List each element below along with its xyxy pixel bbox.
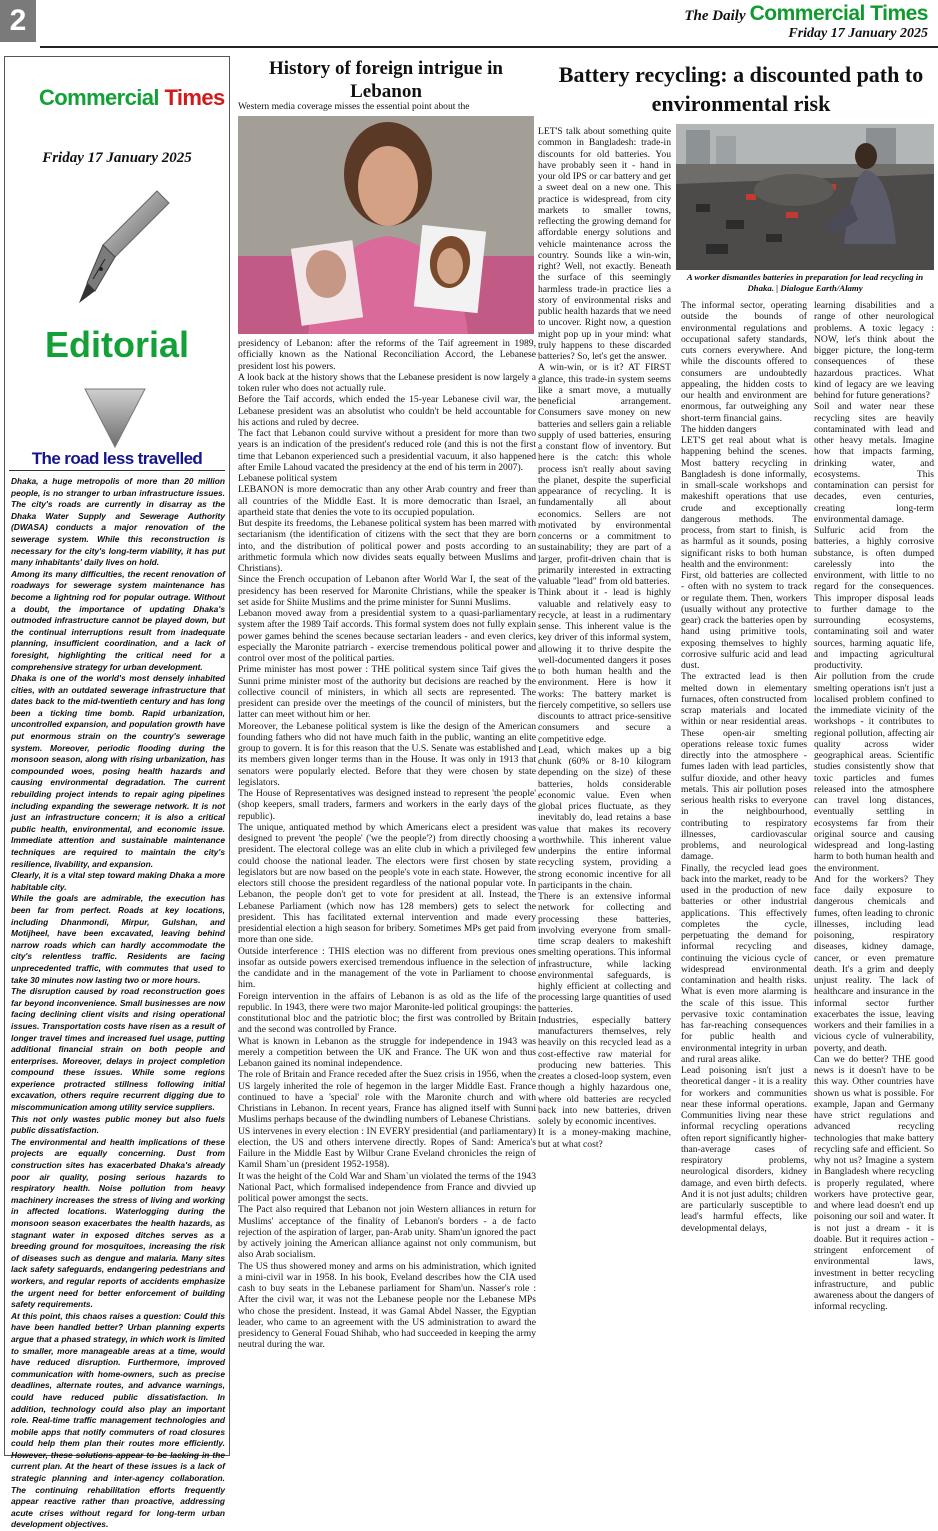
- logo-word-1: Commercial: [39, 85, 159, 110]
- editorial-paragraph: While the goals are admirable, the execution has been far from perfect. Roads at key locations, including Dhanmondi, Mirpur, Gulshan, and Motijheel, have been excavated, leaving behind narrow roads which can hardly accommodate the city's relentless traffic. Residents are facing unprecedented traffic, with commutes that used to take 30 minutes now lasting two or more hours.: [11, 893, 225, 985]
- headline-rule: [9, 470, 225, 471]
- lebanon-paragraph: The House of Representatives was designed instead to represent 'the people' (shop keepers, small traders, farmers and workers in the early days of the republic).: [238, 788, 536, 822]
- battery-paragraph: Finally, the recycled lead goes back into the market, ready to be used in the production of new batteries or other industrial applications. This effectively completes the cycle, perpetuating the demand for informal recycling and continuing the vicious cycle of widespread environmental contamination and health risks. What is even more alarming is the scale of this issue. This pervasive toxic contamination has far-reaching consequences for public health and environmental integrity in urban and rural areas alike.: [681, 862, 808, 1065]
- battery-paragraph: Industries, especially battery manufacturers themselves, rely heavily on this recycled lead as a cost-effective raw material for producing new batteries. This creates a closed-loop system, even though a highly hazardous one, where old batteries are recycled back into new batteries, driven solely by economic incentives.: [538, 1014, 671, 1127]
- lebanon-paragraph: But despite its freedoms, the Lebanese political system has been marred with sectarianism (the identification of citizens with the sect that they are born into, and the distribution of political power and posts according to an arithmetic formula which now divides seats equally between Muslims and Christians).: [238, 518, 536, 574]
- lebanon-photo: [238, 116, 534, 334]
- battery-column-1: [538, 126, 671, 1456]
- battery-paragraph: LET'S talk about something quite common in Bangladesh: trade-in discounts for old batteries. You have probably seen it - hand in your old IPS or car battery and get a sweet deal on a new one. This practice is widespread, from city markets to smaller towns, reflecting the growing demand for affordable energy solutions and vehicle maintenance across the country. Sounds like a win-win, right? Well, not exactly. Beneath the surface of this seemingly harmless trade-in practice lies a story of environmental risks and public health hazards that we need to uncover. Right now, a question might pop up in your mind: what truly happens to these discarded batteries? So, let's get the answer.: [538, 126, 671, 362]
- editorial-paragraph: Among its many difficulties, the recent renovation of roadways for sewerage system maintenance has become a lightning rod for popular outrage. Without a doubt, the importance of updating Dhaka's outmoded infrastructure cannot be played down, but the continual interruptions result from inadequate planning, insufficient coordination, and a lack of foresight, highlighting the critical need for a comprehensive strategy for urban development.: [11, 568, 225, 672]
- sidebar-date: Friday 17 January 2025: [42, 150, 192, 166]
- battery-paragraph: There is an extensive informal network for collecting and processing these batteries, involving everyone from small-time scrap dealers to makeshift smelting operations. This informal infrastructure, while lacking environmental safeguards, is highly efficient at collecting and processing large quantities of used batteries.: [538, 891, 671, 1015]
- masthead-brand: Commercial Times: [749, 2, 928, 25]
- battery-paragraph: The informal sector, operating outside the bounds of environmental regulations and occupational safety standards, cuts corners everywhere. And while the discounts offered to consumers are undoubtedly appealing, the hidden costs to our health and environment are enormous, far outweighing any short-term financial gains.: [681, 300, 807, 424]
- lebanon-paragraph: The US thus showered money and arms on his administration, which ignited a mini-civil war in 1958. In his book, Eveland describes how the CIA used cash to buy seats in the Lebanese parliament for Sham'un. Nasser's role : After the civil war, it was not the Lebanese people nor the Lebanese MPs who chose the president. Instead, it was Gamal Abdel Nasser, the Egyptian leader, who came to an agreement with the US administration to award the presidency to General Fouad Shihab, who had succeeded in keeping the army neutral during the war.: [238, 1260, 536, 1351]
- lebanon-paragraph: Prime minister has most power : THE political system since Taif gives the Sunni prime minister most of the authority but decisions are reached by the collective council of ministers, in which all sects are represented. The president can preside over the meetings of the council of ministers, but the latter can meet without him or her.: [238, 664, 536, 721]
- editorial-paragraph: The disruption caused by road reconstruction goes far beyond inconvenience. Small businesses are now facing declining client visits and rising operational issues. Transportation costs have risen as a result of longer travel times and increased fuel usage, putting additional financial strain on both people and enterprises. Moreover, delays in project completion compound these issues. While some regions experience protracted stillness following initial excavation, others require recurrent digging due to miscommunication among utility service suppliers.: [11, 986, 225, 1113]
- lebanon-paragraph: The fact that Lebanon could survive without a president for more than two years is an indication of the president's reduced role (and this is not the first time that Lebanon experienced such a presidential vacuum, it also happened after Emile Lahoud vacated the presidency at the end of his term in 2007).: [238, 428, 536, 473]
- lebanon-paragraph: The Pact also required that Lebanon not join Western alliances in return for Muslims' acceptance of the finality of Lebanon's borders - a de facto rejection of the aspiration of larger, pan-Arab unity. Sham'un ignored the pact by actively joining the American alliance against not only communism, but also Arab socialism.: [238, 1204, 536, 1261]
- lebanon-paragraph: The role of Britain and France receded after the Suez crisis in 1956, when the US largely inherited the role of hegemon in the larger Middle East. France continued to have a 'special' role with the Maronite church and with Christians in Lebanon. In recent years, France has aligned itself with Sunni Muslims perhaps because of the dwindling numbers of Lebanese Christians.: [238, 1069, 536, 1126]
- battery-paragraph: Lead poisoning isn't just a theoretical danger - it is a reality for workers and communities near these informal operations. Communities living near these informal recycling operations often report significantly higher-than-average cases of respiratory problems, neurological disorders, kidney damage, and even birth defects. And it is not just adults; children are particularly susceptible to lead's harmful effects, like developmental delays,: [681, 1065, 807, 1234]
- battery-paragraph: It is a money-making machine, but at what cost?: [538, 1127, 671, 1150]
- lebanon-headline: History of foreign intrigue in Lebanon: [269, 58, 503, 102]
- lebanon-subhead: Lebanese political system: [238, 473, 338, 484]
- battery-column-2: [681, 300, 807, 1456]
- editorial-body: [11, 476, 225, 1530]
- battery-paragraph: learning disabilities and a range of other neurological problems. A toxic legacy : NOW, let's think about the bigger picture, the long-term consequences of these hazardous practices. What kind of legacy are we leaving behind for future generations?: [814, 300, 934, 401]
- lebanon-paragraph: LEBANON is more democratic than any other Arab country and freer than all countries of the Middle East. It is more democratic than Israel, an apartheid state that denies the vote to its occupied population.: [238, 484, 536, 518]
- lebanon-paragraph: Moreover, the Lebanese political system is like the design of the American founding fathers who did not have much faith in the public, wanting an elite group to govern. It is for this reason that the U.S. Senate was established and its members given longer terms than in the House. It was only in 1913 that senators were popularly elected. Before that they were chosen by state legislators.: [238, 720, 536, 788]
- lebanon-standfirst: Western media coverage misses the essential point about the: [238, 101, 470, 112]
- battery-paragraph: Can we do better? THE good news is it doesn't have to be this way. Other countries have shown us what is possible. For example, Japan and Germany have strict regulations and advanced recycling technologies that make battery recycling safe and efficient. So why not us? Imagine a system in Bangladesh where recycling is properly regulated, where workers have protective gear, and where lead doesn't end up poisoning our soil and water. It is not just a dream - it is doable. But it requires action - stringent enforcement of environmental laws, investment in better recycling infrastructure, and public awareness about the dangers of informal recycling.: [814, 1053, 934, 1313]
- battery-column-3: [814, 300, 934, 1456]
- battery-paragraph: Think about it - lead is highly valuable and relatively easy to recycle, at least in a rudimentary sense. This inherent value is the key driver of this informal system, allowing it to thrive despite the well-documented dangers it poses to both human health and the environment. Here is how it works: The battery market is fiercely competitive, so sellers use discounts to attract price-sensitive consumers and secure a competitive edge.: [538, 587, 671, 745]
- masthead-daily: The Daily: [684, 8, 746, 24]
- editorial-sidebar: [4, 56, 230, 1530]
- editorial-paragraph: Dhaka is one of the world's most densely inhabited cities, with an outdated sewerage infrastructure that dates back to the mid-twentieth century and has long been a ticking time bomb. Rapid urbanization, uncontrolled expansion, and population growth have put enormous strain on the country's sewerage system. Moreover, periodic flooding during the monsoon season, along with rising urbanization, has compounded woes, posing health hazards and causing environmental degradation. The current rebuilding project intends to repair aging pipelines including expanding the sewerage network. It is not just an infrastructure concern; it is also a critical public health, environmental, and economic issue. Immediate attention and sustainable maintenance techniques are required to maintain the city's resilience, livability, and expansion.: [11, 673, 225, 869]
- battery-paragraph: LET'S get real about what is happening behind the scenes. Most battery recycling in Bangladesh is done informally, in small-scale workshops and makeshift operations that use crude and exceptionally dangerous methods. The process, from start to finish, is as harmful as it sounds, posing significant risks to both human health and the environment:: [681, 435, 807, 570]
- battery-paragraph: Soil and water near these recycling sites are heavily contaminated with lead and other heavy metals. Imagine how that impacts farming, drinking water, and ecosystems. This contamination can persist for decades, even centuries, creating long-term environmental damage.: [814, 401, 934, 525]
- masthead-rule: [40, 46, 938, 48]
- lebanon-paragraph: A look back at the history shows that the Lebanese president is now largely a token ruler who does not actually rule.: [238, 371, 536, 394]
- battery-headline: Battery recycling: a discounted path to environmental risk: [558, 62, 924, 116]
- sidebar-logo: [39, 85, 225, 111]
- lebanon-paragraph: Since the French occupation of Lebanon after World War I, the seat of the presidency has been reserved for Maronite Christians, while the speaker is set aside for Shiite Muslims and the prime minister for Sunni Muslims.: [238, 574, 536, 608]
- battery-photo: [676, 124, 934, 270]
- battery-paragraph: Sulfuric acid from the batteries, a highly corrosive substance, is often dumped carelessly into the environment, with little to no regard for the consequences. This improper disposal leads to further damage to the surrounding ecosystems, contaminating soil and water sources, harming aquatic life, and impacting agricultural productivity.: [814, 525, 934, 671]
- section-title: Editorial: [44, 324, 190, 365]
- lebanon-paragraph: presidency of Lebanon: after the reforms of the Taif agreement in 1989, officially known as the National Reconciliation Accord, the Lebanese president lost his powers.: [238, 338, 536, 372]
- page-number: 2: [0, 0, 36, 42]
- logo-word-2: Times: [164, 85, 225, 110]
- editorial-paragraph: At this point, this chaos raises a question: Could this have been handled better? Urban planning experts argue that a phased strategy, in which work is limited to smaller, more manageable areas at a time, would have reduced disruption. Furthermore, improved communication with home-owners, such as precise deadlines, alternate routes, and advance warnings, could have reduced public dissatisfaction. In addition, technology could also play an important role. Real-time traffic management technologies and mobile apps that notify commuters of road closures could help them plan their routes more efficiently. However, these solutions appear to be lacking in the current plan. At the heart of these issues is a lack of strategic planning and inter-agency collaboration. The continuing rehabilitation efforts frequently appear reactive rather than proactive, addressing acute crises without regard for long-term urban development objectives.: [11, 1310, 225, 1530]
- editorial-paragraph: Clearly, it is a vital step toward making Dhaka a more habitable city.: [11, 870, 225, 892]
- battery-subhead: The hidden dangers: [681, 423, 757, 435]
- lebanon-paragraph: US intervenes in every election : IN EVERY presidential (and parliamentary) election, the US and others intervene directly. Ropes of Sand: America's Failure in the Middle East by Wilbur Crane Eveland chronicles the reign of Kamil Sham`un (president 1952-1958).: [238, 1125, 536, 1171]
- down-arrow-icon: [83, 387, 147, 449]
- editorial-paragraph: The environmental and health implications of these projects are equally concerning. Dust from construction sites has exacerbated Dhaka's already poor air quality, posing serious hazards to respiratory health. Noise pollution from heavy machinery increases the stress of living and working in affected locations. Waterlogging during the monsoon season exacerbates the health hazards, as stagnant water in exposed ditches serves as a breeding ground for mosquitoes, increasing the risk of diseases such as dengue and malaria. Many sites lack safety safeguards, endangering pedestrians and workers, and regular reports of accidents emphasize the urgent need for better enforcement of building safety requirements.: [11, 1136, 225, 1310]
- lebanon-paragraph: What is known in Lebanon as the struggle for independence in 1943 was merely a competition between the UK and France. The UK won and thus Lebanon gained its nominal independence.: [238, 1035, 536, 1069]
- editorial-headline: The road less travelled: [31, 449, 203, 468]
- lebanon-paragraph: Outside interference : THIS election was no different from previous ones insofar as outside powers exercised tremendous influence in the selection of the candidate and in the management of the vote in Parliament to choose him.: [238, 945, 536, 991]
- masthead: [684, 2, 928, 26]
- battery-paragraph: A win-win, or is it? AT FIRST glance, this trade-in system seems like a smart move, a mutually beneficial arrangement. Consumers save money on new batteries and sellers gain a reliable supply of used batteries, ensuring a constant flow of inventory. But here is the catch: this whole process isn't really about saving the planet, despite the superficial appearance of recycling. It is fundamentally all about economics. Sellers are not motivated by environmental concerns or a commitment to sustainability; they are part of a larger, profit-driven chain that is primarily interested in extracting valuable "lead" from old batteries.: [538, 362, 671, 587]
- lebanon-paragraph: The unique, antiquated method by which Americans elect a president was designed to prevent 'the people' ('we the people'?) from directly choosing a president. The electoral college was an elite club in which a privileged few could choose the national leader. The electors were first chosen by state legislators but are now based on the people's vote in each state. However, the electors still choose the president regardless of the national popular vote. In Lebanon, the people don't get to vote for president at all. Instead, the Lebanese Parliament (which now has 128 members) gets to select the president. This has facilitated external intervention and made every presidential election a high season for bribery. Sometimes MPs get paid from more than one side.: [238, 821, 536, 946]
- lebanon-body: [238, 338, 536, 1454]
- lebanon-paragraph: Foreign intervention in the affairs of Lebanon is as old as the life of the republic. In 1943, there were two major Maronite-led political groupings: the constitutional bloc and the patriotic bloc; the first was controlled by Britain and the second was controlled by France.: [238, 990, 536, 1036]
- masthead-date: Friday 17 January 2025: [788, 26, 928, 41]
- lebanon-paragraph: Lebanon moved away from a presidential system to a quasi-parliamentary system after the 1989 Taif accords. This formal system does not fully explain power games behind the scenes because sectarian leaders - and even clerics, especially the Maronite patriarch - exercise tremendous political power and control over most of the political parties.: [238, 608, 536, 664]
- battery-paragraph: Lead, which makes up a big chunk (60% or 8-10 kilogram depending on the size) of these batteries, holds considerable economic value. Even when global prices fluctuate, as they inevitably do, lead retains a base value that makes its recovery worthwhile. This inherent value underpins the entire informal recycling system, providing a strong economic incentive for all participants in the chain.: [538, 744, 671, 891]
- battery-photo-caption: A worker dismantles batteries in preparation for lead recycling in Dhaka. | Dialogue Earth/Alamy: [686, 272, 924, 293]
- editorial-paragraph: This not only wastes public money but also fuels public dissatisfaction.: [11, 1113, 225, 1136]
- lebanon-paragraph: It was the height of the Cold War and Sham`un violated the terms of the 1943 National Pact, which formalised independence from France and divvied up political power amongst the sects.: [238, 1170, 536, 1204]
- battery-paragraph: And for the workers? They face daily exposure to dangerous chemicals and fumes, often leading to chronic illnesses, including lead poisoning, respiratory diseases, kidney damage, cancer, or even premature death. It's a grim and deeply unjust reality. The lack of healthcare and insurance in the informal sector further exacerbates the issue, leaving workers and their families in a vicious cycle of vulnerability, poverty, and death.: [814, 873, 934, 1054]
- editorial-paragraph: Dhaka, a huge metropolis of more than 20 million people, is no stranger to urban infrastructure issues. The city's roads are currently in disarray as the Dhaka Water Supply and Sewerage Authority (DWASA) conducts a major renovation of the sewerage system. While this reconstruction is necessary for the city's long-term viability, it has put many inhabitants' daily lives on hold.: [11, 476, 225, 568]
- lebanon-paragraph: Before the Taif accords, which ended the 15-year Lebanese civil war, the Lebanese president was an absolutist who couldn't be held accountable for his actions and ruled by decree.: [238, 394, 536, 428]
- battery-paragraph: First, old batteries are collected - often with no system to track or regulate them. Then, workers (usually without any protective gear) crack the batteries open by hand using primitive tools, exposing themselves to highly corrosive sulfuric acid and lead dust.: [681, 570, 807, 671]
- pen-nib-icon: [75, 187, 171, 307]
- battery-paragraph: Air pollution from the crude smelting operations isn't just a localised problem confined to the immediate vicinity of the workshops - it contributes to regional pollution, affecting air quality across wider geographical areas. Scientific studies consistently show that toxic particles and fumes released into the atmosphere can travel long distances, eventually settling in ecosystems far from their original source and causing widespread and long-lasting harm to both human health and the environment.: [814, 671, 934, 874]
- battery-paragraph: The extracted lead is then melted down in elementary furnaces, often constructed from scrap materials and located within or near residential areas. These open-air smelting operations release toxic fumes directly into the atmosphere - fumes laden with lead particles, sulfur dioxide, and other heavy metals. This air pollution poses serious health risks to everyone in the neighbourhood, contributing to respiratory illnesses, cardiovascular problems, and neurological damage.: [681, 671, 807, 863]
